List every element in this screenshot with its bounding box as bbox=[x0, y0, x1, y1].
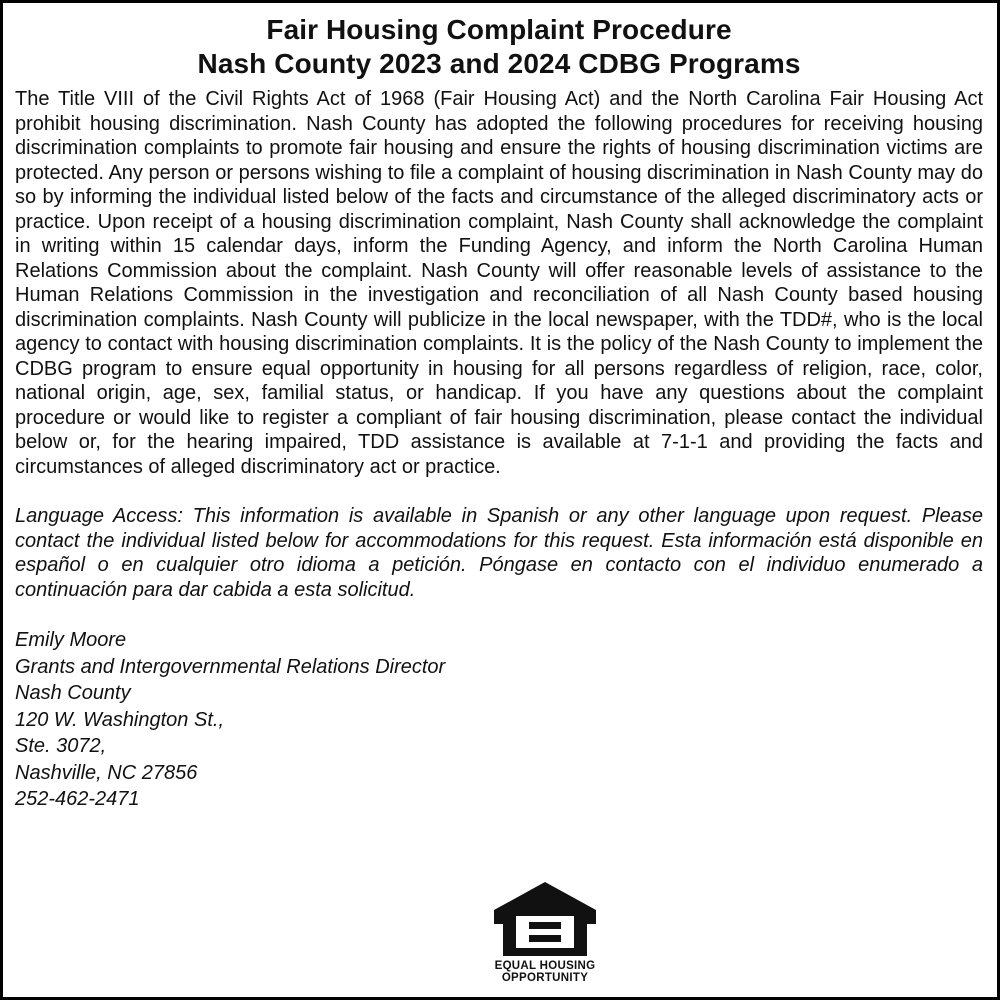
procedure-paragraph: The Title VIII of the Civil Rights Act of 1968 (Fair Housing Act) and the North Carolina Fair Housing Act prohibit housing discrimination. Nash County has adopted the following procedures for receiving housing discrimination complaints to promote fair housing and ensure the rights of housing discrimination victims are protected. Any person or persons wishing to file a complaint of housing discrimination in Nash County may do so by informing the individual listed below of the facts and circumstance of the alleged discriminatory acts or practice. Upon receipt of a housing discrimination complaint, Nash County shall acknowledge the complaint in writing within 15 calendar days, inform the Funding Agency, and inform the North Carolina Human Relations Commission about the complaint. Nash County will offer reasonable levels of assistance to the Human Relations Commission in the investigation and reconciliation of all Nash County based housing discrimination complaints. Nash County will publicize in the local newspaper, with the TDD#, who is the local agency to contact with housing discrimination complaints. It is the policy of the Nash County to implement the CDBG program to ensure equal opportunity in housing for all persons regardless of religion, race, color, national origin, age, sex, familial status, or handicap. If you have any questions about the complaint procedure or would like to register a compliant of fair housing discrimination, please contact the individual below or, for the hearing impaired, TDD assistance is available at 7-1-1 and providing the facts and circumstances of alleged discriminatory act or practice. bbox=[15, 88, 983, 478]
equal-housing-opportunity-icon bbox=[492, 880, 598, 958]
contact-name: Emily Moore bbox=[15, 629, 127, 651]
contact-phone: 252-462-2471 bbox=[15, 788, 140, 810]
title-line-1: Fair Housing Complaint Procedure bbox=[266, 14, 732, 45]
equal-housing-caption-line1: EQUAL HOUSING bbox=[494, 960, 596, 972]
contact-title: Grants and Intergovernmental Relations Director bbox=[15, 655, 446, 678]
equal-housing-caption-line2: OPPORTUNITY bbox=[501, 972, 589, 984]
language-access-paragraph: Language Access: This information is available in Spanish or any other language upon request. Please contact the individual listed below for accommodations for this request. Esta información está disponible en español o en cualquier otro idioma a petición. Póngase en contacto con el individuo enumerado a continuación para dar cabida a esta solicitud. bbox=[15, 505, 983, 601]
equal-housing-logo bbox=[489, 880, 601, 984]
page-title bbox=[15, 13, 983, 81]
title-line-2: Nash County 2023 and 2024 CDBG Programs bbox=[197, 48, 801, 79]
contact-block bbox=[15, 627, 983, 813]
contact-suite: Ste. 3072, bbox=[15, 735, 107, 757]
contact-organization: Nash County bbox=[15, 682, 131, 704]
equal-housing-caption bbox=[489, 960, 601, 984]
contact-city-state-zip: Nashville, NC 27856 bbox=[15, 761, 198, 784]
contact-street: 120 W. Washington St., bbox=[15, 708, 224, 731]
